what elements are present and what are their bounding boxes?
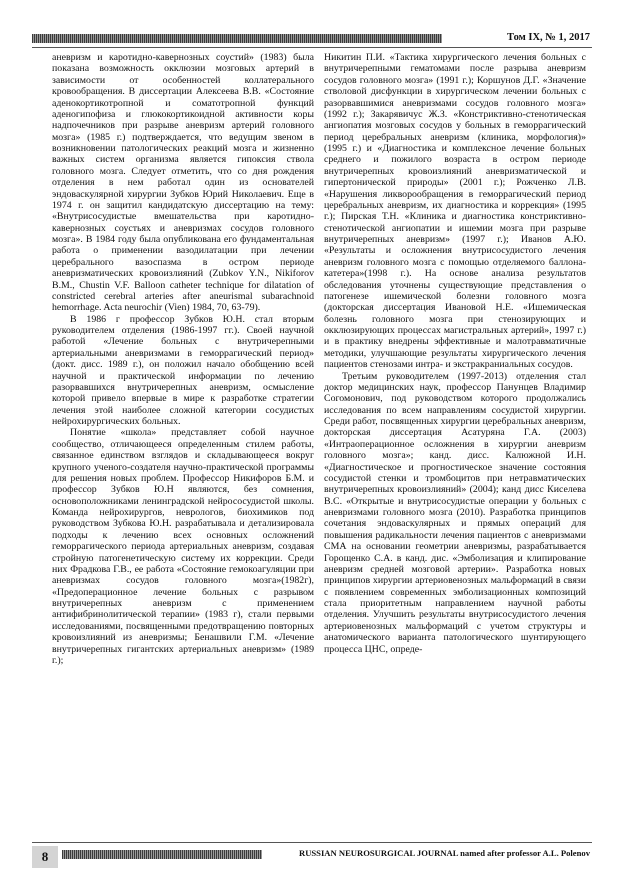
issue-label: Том IX, № 1, 2017	[507, 32, 590, 43]
paragraph: аневризм и каротидно-кавернозных соустий» (1983) была показана возможность окклюзии мозговых артерий в зависимости от особенностей коллатерального кровообращения. В диссертации Алексеева В.В. «Состояние аденокортикотропной и соматотропной функций аденогипофиза и глюкокортикоидной активности коры надпочечников при разрыве аневризм артерий головного мозга» (1985 г.) подтверждается, что ведущим звеном в возникновении патологических реакций мозга и жизненно важных систем организма является гипоксия ствола головного мозга. Следует отметить, что со дня рождения отделения в нем работал один из основателей эндоваскулярной хирургии Зубков Юрий Николаевич. Еще в 1974 г. он защитил кандидатскую диссертацию на тему: «Внутрисосудистые вмешательства при каротидно-кавернозных соустьях и аневризмах сосудов головного мозга». В 1984 году была опубликована его фундаментальная работа о применении вазодилатации при лечении церебрального вазоспазма в остром периоде аневризматических кровоизлияний (Zubkov Y.N., Nikiforov B.M., Chustin V.F. Balloon catheter technique for dilatation of constricted cerebral arteries after aneurismal subarachnoid hemorrhage. Acta neurochir (Vien) 1984, 70, 63-79).	[52, 52, 314, 314]
left-text-column	[52, 52, 314, 666]
paragraph: Понятие «школа» представляет собой научное сообщество, отличающееся определенным стилем работы, связанное единством взглядов и складывающееся вокруг крупного ученого-создателя научно-практической программы для решения новых проблем. Профессор Никифоров Б.М. и профессор Зубков Ю.Н являются, без сомнения, основоположниками ленинградской нейрососудистой школы. Команда нейрохирургов, неврологов, биохимиков под руководством Зубкова Ю.Н. разрабатывала и детализировала подходы к лечению всех основных осложнений геморрагического периода артериальных аневризм, создавая стройную патогенетическую систему их коррекции. Среди них Фрадкова Г.В., ее работа «Состояние гемокоагуляции при аневризмах сосудов головного мозга»(1982г), «Предоперационное лечение больных с разрывом внутричерепных аневризм с применением антифибринолитической терапии» (1983 г), стали первыми исследованиями, посвященными предотвращению повторных кровоизлияний из аневризмы; Бенашвили Г.М. «Лечение внутричерепных гигантских артериальных аневризм» (1989 г.);	[52, 427, 314, 666]
right-text-column	[324, 52, 586, 655]
paragraph: Никитин П.И. «Тактика хирургического лечения больных с внутричерепными гематомами после разрыва аневризм сосудов головного мозга» (1991 г.); Коршунов Д.Г. «Значение стволовой дисфункции в хирургическом лечении больных с разорвавшимися аневризмами сосудов головного мозга» (1992 г.); Закарявичус Ж.З. «Констриктивно-стенотическая ангиопатия мозговых сосудов у больных в геморрагический период церебральных аневризм (клиника, морфология)» (1995 г.) и «Диагностика и комплексное лечение больных среднего и пожилого возраста в остром периоде внутричерепных кровоизлияний аневризматической и гипертонической природы» (2001 г.); Рожченко Л.В. «Нарушения ликворообращения в геморрагический период церебральных аневризм, их диагностика и коррекция» (1995 г.); Пирская Т.Н. «Клиника и диагностика констриктивно-стенотической ангиопатии и ишемии мозга при разрыве внутричерепных аневризм» (1997 г.); Иванов А.Ю. «Результаты и осложнения внутрисосудистого лечения аневризм головного мозга с помощью отделяемого баллона-катетера»(1998 г.). На основе анализа результатов обследования уточнены существующие представления о патогенезе ишемической болезни головного мозга (докторская диссертация Ивановой Н.Е. «Ишемическая болезнь головного мозга при стенозирующих и окклюзирующих процессах магистральных артерий», 1997 г.) и в практику внедрены эффективные и малотравматичные методики, улучшающие результаты хирургического лечения пациентов стенозами интра- и экстракраниальных сосудов.	[324, 52, 586, 371]
footer-divider	[32, 842, 592, 843]
paragraph: В 1986 г профессор Зубков Ю.Н. стал вторым руководителем отделения (1986-1997 гг.). Своей научной работой «Лечение больных с внутричерепными артериальными аневризмами в геморрагический период» (докт. дисс. 1989 г.), он положил начало обобщению всей научной и практической информации по лечению разорвавшихся внутричерепных аневризм, осмысление которой привело впервые в мире к разработке стратегии лечения этой наиболее сложной категории сосудистых нейрохирургических больных.	[52, 313, 314, 427]
header-decorative-bar	[32, 34, 442, 43]
page-number-box	[32, 846, 58, 868]
journal-title: RUSSIAN NEUROSURGICAL JOURNAL named after professor A.L. Polenov	[298, 848, 590, 858]
header-divider	[32, 47, 592, 48]
page-number: 8	[41, 849, 49, 864]
paragraph: Третьим руководителем (1997-2013) отделения стал доктор медицинских наук, профессор Панунцев Владимир Согомонович, под руководством которого продолжались исследования по всем направлениям сосудистой хирургии. Среди работ, посвященных хирургии церебральных аневризм, докторская диссертация Асатуряна Г.А. (2003) «Интраоперационное осложнения в хирургии аневризм головного мозга»; канд. дисс. Калюжной И.Н. «Диагностическое и прогностическое значение состояния сосудистой стенки и тромбоцитов при нетравматических внутричерепных кровоизлияний» (2004); канд дисс Киселева В.С. «Открытые и внутрисосудистые операции у больных с аневризмами головного мозга (2010). Разработка принципов сочетания эндоваскулярных и прямых операций для повышения радикальности лечения пациентов с аневризмами СМА на основании геометрии аневризмы, разрабатывается Горощенко С.А. в канд. дис. «Эмболизация и клипирование аневризм средней мозговой артерии». Разработка новых принципов хирургии артериовенозных мальформаций в связи с появлением современных эмболизационных композиций стала приоритетным направлением научной работы отделения. Улучшить результаты внутрисосудистого лечения артериовенозных мальформаций с учетом структуры и анатомического варианта патологического шунтирующего процесса ЦНС, опреде-	[324, 370, 586, 655]
footer-decorative-bar	[62, 850, 262, 859]
